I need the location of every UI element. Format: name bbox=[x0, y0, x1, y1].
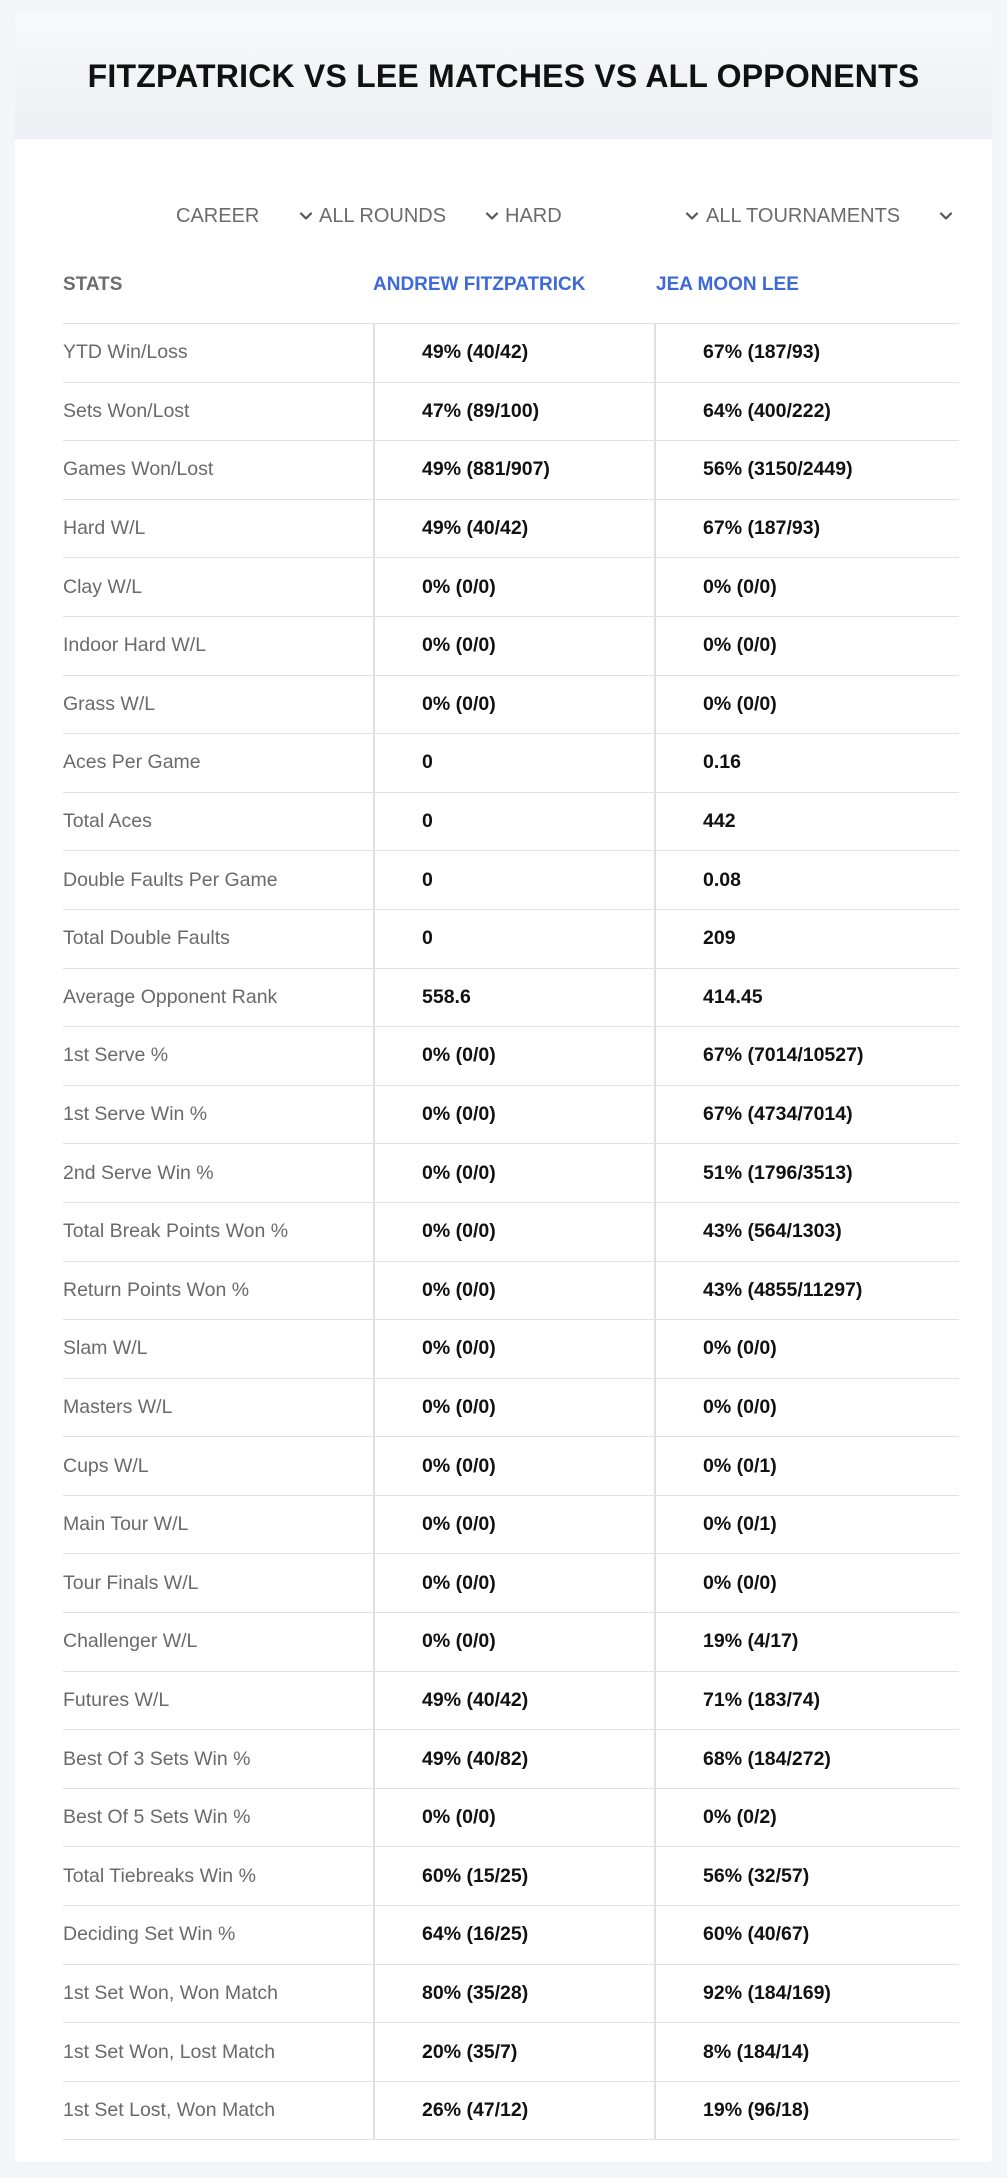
player1-link[interactable]: ANDREW FITZPATRICK bbox=[373, 273, 586, 295]
player2-stat-value: 0% (0/1) bbox=[654, 1437, 959, 1495]
player2-stat-value: 64% (400/222) bbox=[654, 383, 959, 441]
stat-label: 1st Serve % bbox=[63, 1044, 169, 1067]
stat-label: Challenger W/L bbox=[63, 1630, 198, 1653]
player2-stat-value: 0.16 bbox=[654, 734, 959, 792]
stat-label: Slam W/L bbox=[63, 1337, 148, 1360]
table-row bbox=[63, 1086, 959, 1145]
stat-label: Cups W/L bbox=[63, 1454, 149, 1477]
chevron-down-icon bbox=[296, 206, 316, 226]
player2-stat-value: 0% (0/1) bbox=[654, 1496, 959, 1554]
player2-stat-value: 442 bbox=[654, 793, 959, 851]
player1-stat-value: 0% (0/0) bbox=[373, 1613, 654, 1671]
player1-stat-value: 49% (40/82) bbox=[373, 1730, 654, 1788]
player2-stat-value: 0.08 bbox=[654, 851, 959, 909]
player1-stat-value: 0 bbox=[373, 734, 654, 792]
player1-stat-value: 60% (15/25) bbox=[373, 1847, 654, 1905]
player1-stat-value: 0% (0/0) bbox=[373, 1144, 654, 1202]
player1-stat-value: 20% (35/7) bbox=[373, 2023, 654, 2081]
player2-stat-value: 67% (187/93) bbox=[654, 324, 959, 382]
page-header bbox=[15, 14, 992, 139]
table-row bbox=[63, 793, 959, 852]
stat-label: YTD Win/Loss bbox=[63, 341, 188, 364]
stat-label: Total Break Points Won % bbox=[63, 1220, 289, 1243]
table-row bbox=[63, 1320, 959, 1379]
stat-label: Hard W/L bbox=[63, 517, 146, 540]
player1-stat-value: 49% (40/42) bbox=[373, 500, 654, 558]
stats-card bbox=[15, 14, 992, 2162]
player2-stat-value: 0% (0/2) bbox=[654, 1789, 959, 1847]
table-row bbox=[63, 1379, 959, 1438]
stat-label: Total Double Faults bbox=[63, 927, 230, 950]
player2-stat-value: 92% (184/169) bbox=[654, 1965, 959, 2023]
table-row bbox=[63, 324, 959, 383]
player1-stat-value: 0 bbox=[373, 910, 654, 968]
player2-stat-value: 71% (183/74) bbox=[654, 1672, 959, 1730]
player1-stat-value: 49% (40/42) bbox=[373, 1672, 654, 1730]
player1-stat-value: 0% (0/0) bbox=[373, 1027, 654, 1085]
page-title: FITZPATRICK VS LEE MATCHES VS ALL OPPONENTS bbox=[87, 58, 920, 94]
player2-stat-value: 0% (0/0) bbox=[654, 1379, 959, 1437]
player2-stat-value: 67% (7014/10527) bbox=[654, 1027, 959, 1085]
stat-label: Main Tour W/L bbox=[63, 1513, 189, 1536]
filter-surface-label: HARD bbox=[505, 204, 562, 227]
table-row bbox=[63, 1496, 959, 1555]
stat-label: 2nd Serve Win % bbox=[63, 1161, 214, 1184]
filter-surface-select[interactable] bbox=[505, 186, 702, 246]
filter-bar bbox=[15, 186, 992, 246]
player2-stat-value: 51% (1796/3513) bbox=[654, 1144, 959, 1202]
stat-label: Sets Won/Lost bbox=[63, 399, 190, 422]
stat-label: Total Tiebreaks Win % bbox=[63, 1864, 256, 1887]
player1-stat-value: 0 bbox=[373, 793, 654, 851]
table-row bbox=[63, 1144, 959, 1203]
stat-label: Best Of 3 Sets Win % bbox=[63, 1747, 251, 1770]
stat-label: Clay W/L bbox=[63, 575, 143, 598]
table-row bbox=[63, 558, 959, 617]
table-row bbox=[63, 1554, 959, 1613]
table-row bbox=[63, 441, 959, 500]
stat-label: Tour Finals W/L bbox=[63, 1571, 199, 1594]
player1-stat-value: 26% (47/12) bbox=[373, 2082, 654, 2140]
stat-label: Indoor Hard W/L bbox=[63, 634, 207, 657]
player1-stat-value: 0% (0/0) bbox=[373, 1262, 654, 1320]
filter-tournament-select[interactable] bbox=[706, 186, 956, 246]
player1-stat-value: 558.6 bbox=[373, 969, 654, 1027]
player2-stat-value: 414.45 bbox=[654, 969, 959, 1027]
player2-stat-value: 67% (187/93) bbox=[654, 500, 959, 558]
player2-stat-value: 0% (0/0) bbox=[654, 676, 959, 734]
player2-stat-value: 56% (32/57) bbox=[654, 1847, 959, 1905]
player1-stat-value: 64% (16/25) bbox=[373, 1906, 654, 1964]
stats-column-header: STATS bbox=[63, 273, 123, 295]
stat-label: Grass W/L bbox=[63, 692, 156, 715]
player2-stat-value: 0% (0/0) bbox=[654, 1554, 959, 1612]
table-header bbox=[63, 246, 959, 324]
table-row bbox=[63, 383, 959, 442]
table-row bbox=[63, 2082, 959, 2141]
player1-stat-value: 0% (0/0) bbox=[373, 676, 654, 734]
stat-label: Aces Per Game bbox=[63, 751, 201, 774]
player1-stat-value: 0% (0/0) bbox=[373, 1379, 654, 1437]
chevron-down-icon bbox=[482, 206, 502, 226]
table-row bbox=[63, 1847, 959, 1906]
player1-stat-value: 80% (35/28) bbox=[373, 1965, 654, 2023]
player1-stat-value: 0% (0/0) bbox=[373, 617, 654, 675]
player2-stat-value: 19% (96/18) bbox=[654, 2082, 959, 2140]
stat-label: Double Faults Per Game bbox=[63, 868, 278, 891]
player1-stat-value: 47% (89/100) bbox=[373, 383, 654, 441]
table-row bbox=[63, 1027, 959, 1086]
table-row bbox=[63, 1262, 959, 1321]
stat-label: Best Of 5 Sets Win % bbox=[63, 1806, 251, 1829]
table-row bbox=[63, 1203, 959, 1262]
stat-label: Masters W/L bbox=[63, 1395, 173, 1418]
player2-stat-value: 0% (0/0) bbox=[654, 558, 959, 616]
filter-round-label: ALL ROUNDS bbox=[319, 204, 447, 227]
table-row bbox=[63, 1906, 959, 1965]
filter-period-label: CAREER bbox=[176, 204, 260, 227]
player1-stat-value: 0% (0/0) bbox=[373, 1203, 654, 1261]
player1-stat-value: 0% (0/0) bbox=[373, 558, 654, 616]
stat-label: Return Points Won % bbox=[63, 1278, 250, 1301]
stat-label: Futures W/L bbox=[63, 1688, 170, 1711]
player2-stat-value: 43% (564/1303) bbox=[654, 1203, 959, 1261]
filter-round-select[interactable] bbox=[319, 186, 502, 246]
player2-stat-value: 19% (4/17) bbox=[654, 1613, 959, 1671]
player1-stat-value: 0 bbox=[373, 851, 654, 909]
stat-label: Deciding Set Win % bbox=[63, 1923, 236, 1946]
filter-tournament-label: ALL TOURNAMENTS bbox=[706, 204, 901, 227]
stat-label: Total Aces bbox=[63, 810, 152, 833]
table-row bbox=[63, 969, 959, 1028]
table-row bbox=[63, 1965, 959, 2024]
player1-stat-value: 0% (0/0) bbox=[373, 1496, 654, 1554]
player2-stat-value: 43% (4855/11297) bbox=[654, 1262, 959, 1320]
player1-stat-value: 0% (0/0) bbox=[373, 1437, 654, 1495]
filter-period-select[interactable] bbox=[176, 186, 316, 246]
table-row bbox=[63, 1437, 959, 1496]
player1-stat-value: 0% (0/0) bbox=[373, 1086, 654, 1144]
player2-stat-value: 68% (184/272) bbox=[654, 1730, 959, 1788]
stats-table bbox=[63, 246, 959, 2140]
player1-stat-value: 0% (0/0) bbox=[373, 1554, 654, 1612]
stat-label: Games Won/Lost bbox=[63, 458, 214, 481]
table-row bbox=[63, 910, 959, 969]
stat-label: 1st Set Lost, Won Match bbox=[63, 2099, 276, 2122]
player1-stat-value: 0% (0/0) bbox=[373, 1789, 654, 1847]
table-row bbox=[63, 2023, 959, 2082]
player1-stat-value: 49% (881/907) bbox=[373, 441, 654, 499]
table-row bbox=[63, 1730, 959, 1789]
chevron-down-icon bbox=[936, 206, 956, 226]
table-row bbox=[63, 676, 959, 735]
stat-label: Average Opponent Rank bbox=[63, 985, 278, 1008]
player2-stat-value: 0% (0/0) bbox=[654, 617, 959, 675]
player2-stat-value: 209 bbox=[654, 910, 959, 968]
player2-stat-value: 0% (0/0) bbox=[654, 1320, 959, 1378]
table-row bbox=[63, 1789, 959, 1848]
chevron-down-icon bbox=[682, 206, 702, 226]
table-row bbox=[63, 1672, 959, 1731]
player1-stat-value: 0% (0/0) bbox=[373, 1320, 654, 1378]
stat-label: 1st Set Won, Lost Match bbox=[63, 2040, 276, 2063]
player2-stat-value: 8% (184/14) bbox=[654, 2023, 959, 2081]
player1-stat-value: 49% (40/42) bbox=[373, 324, 654, 382]
table-row bbox=[63, 1613, 959, 1672]
player2-link[interactable]: JEA MOON LEE bbox=[656, 273, 799, 295]
table-row bbox=[63, 500, 959, 559]
table-body bbox=[63, 324, 959, 2140]
table-row bbox=[63, 617, 959, 676]
table-row bbox=[63, 734, 959, 793]
player2-stat-value: 67% (4734/7014) bbox=[654, 1086, 959, 1144]
table-row bbox=[63, 851, 959, 910]
player2-stat-value: 56% (3150/2449) bbox=[654, 441, 959, 499]
stat-label: 1st Set Won, Won Match bbox=[63, 1981, 278, 2004]
player2-stat-value: 60% (40/67) bbox=[654, 1906, 959, 1964]
stat-label: 1st Serve Win % bbox=[63, 1103, 208, 1126]
